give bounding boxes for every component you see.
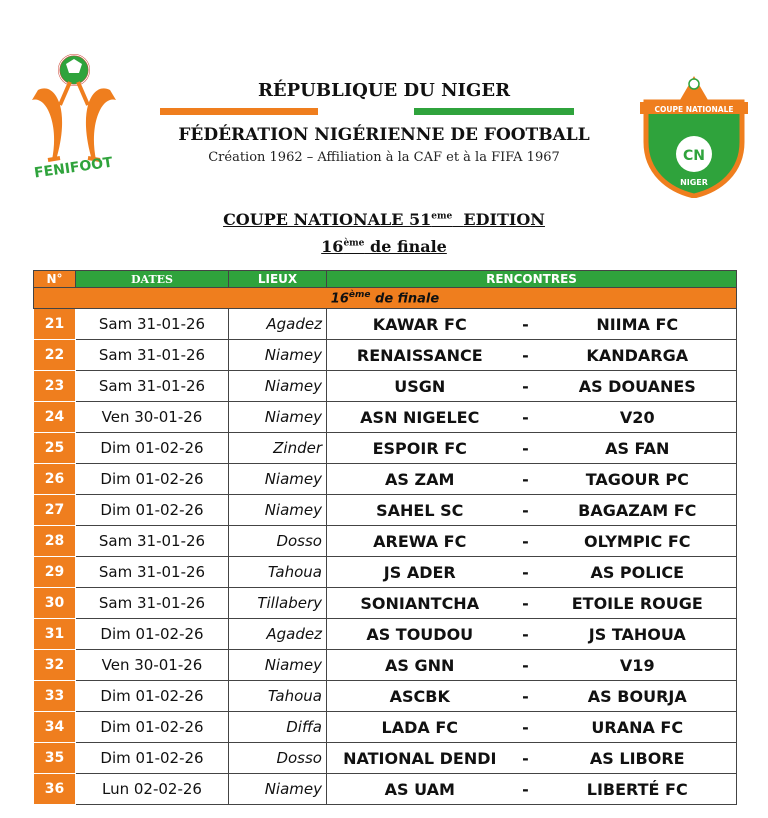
versus-separator: - <box>513 371 539 402</box>
versus-separator: - <box>513 681 539 712</box>
versus-separator: - <box>513 464 539 495</box>
home-team: AS UAM <box>327 774 513 805</box>
home-team: ASCBK <box>327 681 513 712</box>
match-number: 21 <box>34 309 76 340</box>
home-team: AS TOUDOU <box>327 619 513 650</box>
header-rencontres: RENCONTRES <box>327 271 737 288</box>
match-number: 35 <box>34 743 76 774</box>
match-date: Sam 31-01-26 <box>76 309 229 340</box>
away-team: AS BOURJA <box>539 681 737 712</box>
versus-separator: - <box>513 402 539 433</box>
table-row <box>34 340 737 371</box>
match-venue: Niamey <box>229 464 327 495</box>
match-venue: Tillabery <box>229 588 327 619</box>
match-venue: Niamey <box>229 495 327 526</box>
versus-separator: - <box>513 433 539 464</box>
home-team: RENAISSANCE <box>327 340 513 371</box>
match-date: Dim 01-02-26 <box>76 743 229 774</box>
match-date: Sam 31-01-26 <box>76 371 229 402</box>
away-team: URANA FC <box>539 712 737 743</box>
home-team: JS ADER <box>327 557 513 588</box>
table-row <box>34 433 737 464</box>
versus-separator: - <box>513 619 539 650</box>
away-team: AS FAN <box>539 433 737 464</box>
away-team: JS TAHOUA <box>539 619 737 650</box>
home-team: ASN NIGELEC <box>327 402 513 433</box>
versus-separator: - <box>513 495 539 526</box>
federation-title: FÉDÉRATION NIGÉRIENNE DE FOOTBALL <box>178 125 590 145</box>
green-stripe <box>414 108 574 115</box>
match-venue: Tahoua <box>229 681 327 712</box>
versus-separator: - <box>513 650 539 681</box>
table-row <box>34 774 737 805</box>
table-row <box>34 464 737 495</box>
match-venue: Niamey <box>229 774 327 805</box>
home-team: SAHEL SC <box>327 495 513 526</box>
match-number: 24 <box>34 402 76 433</box>
versus-separator: - <box>513 526 539 557</box>
versus-separator: - <box>513 774 539 805</box>
svg-text:COUPE NATIONALE: COUPE NATIONALE <box>654 105 734 114</box>
home-team: AREWA FC <box>327 526 513 557</box>
match-number: 33 <box>34 681 76 712</box>
home-team: LADA FC <box>327 712 513 743</box>
match-venue: Tahoua <box>229 557 327 588</box>
table-row <box>34 495 737 526</box>
section-row <box>34 288 737 309</box>
match-number: 23 <box>34 371 76 402</box>
home-team: USGN <box>327 371 513 402</box>
away-team: V19 <box>539 650 737 681</box>
match-date: Dim 01-02-26 <box>76 433 229 464</box>
away-team: OLYMPIC FC <box>539 526 737 557</box>
match-date: Lun 02-02-26 <box>76 774 229 805</box>
match-date: Ven 30-01-26 <box>76 650 229 681</box>
competition-round: 16ème de finale <box>321 237 447 256</box>
match-date: Sam 31-01-26 <box>76 588 229 619</box>
match-date: Ven 30-01-26 <box>76 402 229 433</box>
section-label: 16ème de finale <box>34 288 737 309</box>
away-team: V20 <box>539 402 737 433</box>
match-date: Dim 01-02-26 <box>76 495 229 526</box>
match-date: Dim 01-02-26 <box>76 712 229 743</box>
match-date: Sam 31-01-26 <box>76 526 229 557</box>
away-team: LIBERTÉ FC <box>539 774 737 805</box>
versus-separator: - <box>513 340 539 371</box>
match-date: Dim 01-02-26 <box>76 619 229 650</box>
table-row <box>34 402 737 433</box>
match-number: 31 <box>34 619 76 650</box>
svg-text:NIGER: NIGER <box>680 178 708 187</box>
match-venue: Dosso <box>229 743 327 774</box>
match-number: 27 <box>34 495 76 526</box>
away-team: KANDARGA <box>539 340 737 371</box>
table-row <box>34 371 737 402</box>
away-team: AS LIBORE <box>539 743 737 774</box>
country-title: RÉPUBLIQUE DU NIGER <box>257 80 511 101</box>
home-team: ESPOIR FC <box>327 433 513 464</box>
match-venue: Agadez <box>229 619 327 650</box>
orange-stripe <box>160 108 318 115</box>
match-venue: Diffa <box>229 712 327 743</box>
match-venue: Agadez <box>229 309 327 340</box>
table-row <box>34 650 737 681</box>
home-team: NATIONAL DENDI <box>327 743 513 774</box>
svg-text:FENIFOOT: FENIFOOT <box>33 154 114 182</box>
match-venue: Zinder <box>229 433 327 464</box>
match-number: 32 <box>34 650 76 681</box>
header-lieux: LIEUX <box>229 271 327 288</box>
away-team: NIIMA FC <box>539 309 737 340</box>
match-number: 28 <box>34 526 76 557</box>
match-number: 34 <box>34 712 76 743</box>
away-team: TAGOUR PC <box>539 464 737 495</box>
fixtures-table <box>33 270 737 805</box>
match-venue: Niamey <box>229 340 327 371</box>
versus-separator: - <box>513 309 539 340</box>
table-row <box>34 619 737 650</box>
match-date: Sam 31-01-26 <box>76 557 229 588</box>
versus-separator: - <box>513 588 539 619</box>
away-team: AS DOUANES <box>539 371 737 402</box>
table-row <box>34 526 737 557</box>
header-num: N° <box>34 271 76 288</box>
home-team: KAWAR FC <box>327 309 513 340</box>
versus-separator: - <box>513 743 539 774</box>
match-date: Dim 01-02-26 <box>76 464 229 495</box>
match-venue: Niamey <box>229 650 327 681</box>
match-date: Dim 01-02-26 <box>76 681 229 712</box>
away-team: AS POLICE <box>539 557 737 588</box>
header-dates: DATES <box>76 271 229 288</box>
competition-title: COUPE NATIONALE 51eme EDITION <box>223 210 545 229</box>
match-number: 36 <box>34 774 76 805</box>
away-team: BAGAZAM FC <box>539 495 737 526</box>
table-header-row <box>34 271 737 288</box>
table-row <box>34 557 737 588</box>
match-number: 26 <box>34 464 76 495</box>
match-date: Sam 31-01-26 <box>76 340 229 371</box>
fenifoot-logo <box>18 50 130 192</box>
federation-subtitle: Création 1962 – Affiliation à la CAF et à la FIFA 1967 <box>208 150 560 165</box>
table-row <box>34 309 737 340</box>
away-team: ETOILE ROUGE <box>539 588 737 619</box>
match-number: 25 <box>34 433 76 464</box>
versus-separator: - <box>513 712 539 743</box>
home-team: AS GNN <box>327 650 513 681</box>
match-venue: Niamey <box>229 371 327 402</box>
table-row <box>34 743 737 774</box>
match-number: 30 <box>34 588 76 619</box>
table-row <box>34 588 737 619</box>
table-row <box>34 712 737 743</box>
home-team: AS ZAM <box>327 464 513 495</box>
home-team: SONIANTCHA <box>327 588 513 619</box>
match-venue: Dosso <box>229 526 327 557</box>
match-venue: Niamey <box>229 402 327 433</box>
svg-text:CN: CN <box>683 148 705 164</box>
match-number: 22 <box>34 340 76 371</box>
versus-separator: - <box>513 557 539 588</box>
table-row <box>34 681 737 712</box>
match-number: 29 <box>34 557 76 588</box>
